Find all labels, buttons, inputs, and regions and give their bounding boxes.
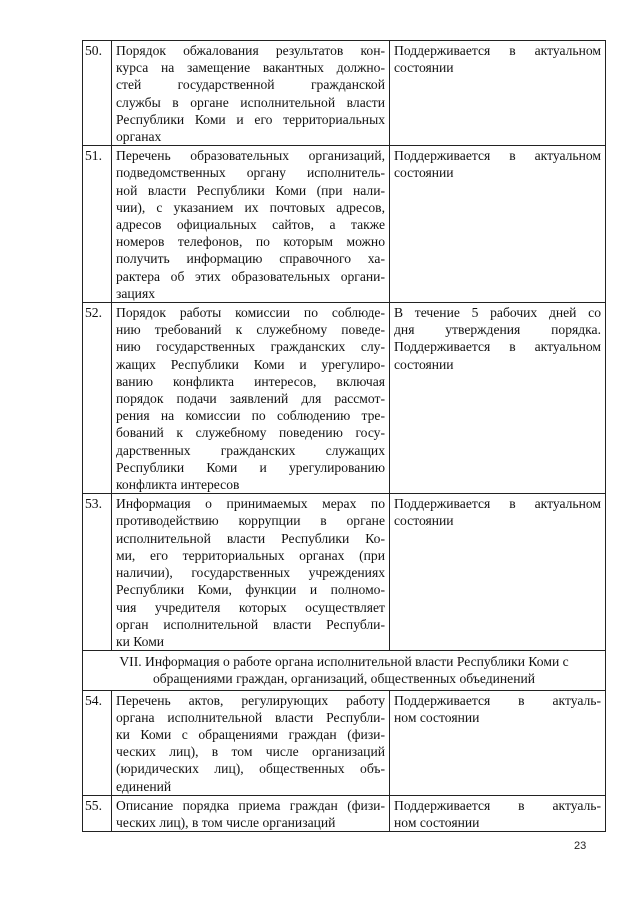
- update-term: [390, 494, 606, 651]
- table-row: [83, 494, 606, 651]
- info-table: [82, 40, 606, 832]
- text-line: адресов официальных сайтов, а также: [116, 217, 385, 233]
- text-line: рактера об этих образовательных органи-: [116, 268, 385, 284]
- table-row: [83, 41, 606, 146]
- text-line: номеров телефонов, по которым можно: [116, 234, 385, 250]
- text-line: ческих лиц), в том числе организаций: [116, 814, 336, 830]
- text-line: порядок подачи заявлений для рассмот-: [116, 391, 385, 407]
- section-title: [83, 651, 606, 690]
- item-description: [112, 303, 390, 494]
- text-line: состоянии: [394, 356, 454, 372]
- text-line: В течение 5 рабочих дней со: [394, 305, 601, 321]
- table-row: [83, 303, 606, 494]
- text-line: Перечень образовательных организаций,: [116, 148, 385, 164]
- update-term: [390, 41, 606, 146]
- text-line: орган исполнительной власти Республи-: [116, 616, 385, 632]
- row-number: 50.: [83, 41, 112, 146]
- table-row: [83, 795, 606, 831]
- item-description: [112, 690, 390, 795]
- text-line: подведомственных органу исполнитель-: [116, 165, 385, 181]
- item-description: [112, 795, 390, 831]
- table-row: [83, 146, 606, 303]
- text-line: противодействию коррупции в органе: [116, 513, 385, 529]
- text-line: состоянии: [394, 60, 454, 76]
- text-line: ном состоянии: [394, 814, 480, 830]
- page-number: 23: [574, 840, 587, 852]
- row-number: 52.: [83, 303, 112, 494]
- row-number: 55.: [83, 795, 112, 831]
- text-line: Перечень актов, регулирующих работу: [116, 692, 385, 708]
- row-number: 54.: [83, 690, 112, 795]
- table-row: [83, 690, 606, 795]
- text-line: органах: [116, 129, 162, 145]
- text-line: единений: [116, 778, 172, 794]
- text-line: состоянии: [394, 165, 454, 181]
- text-line: конфликта интересов: [116, 477, 240, 493]
- text-line: нию требований к служебному поведе-: [116, 322, 385, 338]
- text-line: Республики Коми и его территориальных: [116, 111, 385, 127]
- text-line: зациях: [116, 285, 156, 301]
- text-line: Республики Коми, функции и полномо-: [116, 582, 385, 598]
- row-number: 51.: [83, 146, 112, 303]
- text-line: Поддерживается в актуаль-: [394, 692, 601, 708]
- text-line: ческих лиц), в том числе организаций: [116, 744, 385, 760]
- text-line: Порядок работы комиссии по соблюде-: [116, 305, 385, 321]
- text-line: ки Коми: [116, 633, 165, 649]
- text-line: Поддерживается в актуальном: [394, 339, 601, 355]
- text-line: стей государственной гражданской: [116, 77, 385, 93]
- text-line: Поддерживается в актуальном: [394, 148, 601, 164]
- text-line: Поддерживается в актуаль-: [394, 797, 601, 813]
- text-line: ки Коми с обращениями граждан (физи-: [116, 726, 385, 742]
- update-term: [390, 303, 606, 494]
- text-line: бований к служебному поведению госу-: [116, 425, 385, 441]
- text-line: ной власти Республики Коми (при нали-: [116, 182, 385, 198]
- text-line: чия учредителя которых осуществляет: [116, 599, 385, 615]
- section-header-row: [83, 651, 606, 690]
- text-line: наличии), государственных учреждениях: [116, 565, 385, 581]
- text-line: службы в органе исполнительной власти: [116, 94, 385, 110]
- text-line: получить информацию справочного ха-: [116, 251, 385, 267]
- text-line: дня утверждения порядка.: [394, 322, 601, 338]
- text-line: нию государственных гражданских слу-: [116, 339, 385, 355]
- text-line: чии), с указанием их почтовых адресов,: [116, 199, 385, 215]
- item-description: [112, 494, 390, 651]
- text-line: Порядок обжалования результатов кон-: [116, 43, 385, 58]
- text-line: Республики Коми и урегулированию: [116, 459, 385, 475]
- text-line: дарственных гражданских служащих: [116, 442, 385, 458]
- text-line: ми, его территориальных органах (при: [116, 547, 385, 563]
- text-line: жащих Республики Коми и урегулиро-: [116, 356, 385, 372]
- text-line: ном состоянии: [394, 709, 480, 725]
- update-term: [390, 795, 606, 831]
- text-line: исполнительной власти Республики Ко-: [116, 530, 385, 546]
- text-line: Поддерживается в актуальном: [394, 43, 601, 58]
- text-line: курса на замещение вакантных должно-: [116, 60, 385, 76]
- update-term: [390, 146, 606, 303]
- section-title-line: VII. Информация о работе органа исполнительной власти Республики Коми с: [119, 654, 569, 670]
- text-line: состоянии: [394, 513, 454, 529]
- text-line: Описание порядка приема граждан (физи-: [116, 797, 385, 813]
- text-line: (юридических лиц), общественных объ-: [116, 761, 385, 777]
- text-line: ванию конфликта интересов, включая: [116, 373, 385, 389]
- section-title-line: обращениями граждан, организаций, общественных объединений: [152, 671, 536, 687]
- text-line: Информация о принимаемых мерах по: [116, 496, 385, 512]
- item-description: [112, 146, 390, 303]
- row-number: 53.: [83, 494, 112, 651]
- item-description: [112, 41, 390, 146]
- update-term: [390, 690, 606, 795]
- text-line: органа исполнительной власти Республи-: [116, 709, 385, 725]
- text-line: Поддерживается в актуальном: [394, 496, 601, 512]
- text-line: рения на комиссии по соблюдению тре-: [116, 408, 385, 424]
